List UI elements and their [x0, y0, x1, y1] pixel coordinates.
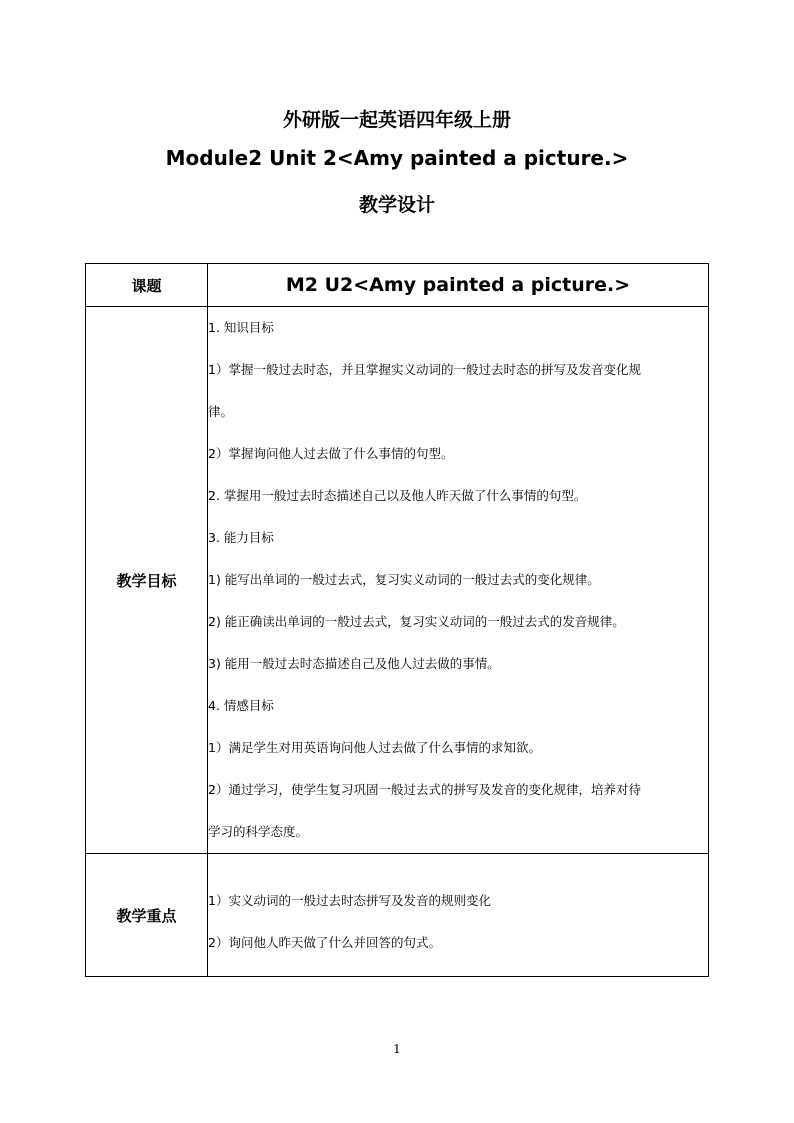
goal-line: 2）掌握询问他人过去做了什么事情的句型。 — [208, 446, 454, 461]
key-point-line: 2）询问他人昨天做了什么并回答的句式。 — [208, 934, 441, 950]
lesson-title-value: M2 U2<Amy painted a picture.> — [208, 264, 709, 307]
row-label-title: 课题 — [86, 264, 208, 307]
goal-line: 1. 知识目标 — [208, 320, 274, 335]
row-label-goals: 教学目标 — [86, 307, 208, 854]
goal-line: 律。 — [208, 404, 234, 419]
key-points-content — [208, 854, 709, 977]
goal-line: 2. 掌握用一般过去时态描述自己以及他人昨天做了什么事情的句型。 — [208, 488, 587, 503]
lesson-plan-table — [85, 263, 709, 977]
table-row-key-points — [86, 854, 709, 977]
document-type-heading: 教学设计 — [358, 194, 435, 216]
goal-line: 3) 能用一般过去时态描述自己及他人过去做的事情。 — [208, 656, 500, 671]
row-label-key-points: 教学重点 — [86, 854, 208, 977]
goals-content — [208, 307, 709, 854]
goal-line: 学习的科学态度。 — [208, 824, 309, 839]
goal-line: 3. 能力目标 — [208, 530, 274, 545]
table-row-goals — [86, 307, 709, 854]
page-number: 1 — [393, 1042, 401, 1056]
goal-line: 1）掌握一般过去时态，并且掌握实义动词的一般过去时态的拼写及发音变化规 — [208, 362, 641, 377]
goal-line: 2) 能正确读出单词的一般过去式，复习实义动词的一般过去式的发音规律。 — [208, 614, 625, 629]
document-title: 外研版一起英语四年级上册 — [282, 109, 511, 131]
key-point-line: 1）实义动词的一般过去时态拼写及发音的规则变化 — [208, 892, 491, 908]
document-subtitle: Module2 Unit 2<Amy painted a picture.> — [165, 146, 629, 170]
goal-line: 1）满足学生对用英语询问他人过去做了什么事情的求知欲。 — [208, 740, 541, 755]
goal-line: 1) 能写出单词的一般过去式，复习实义动词的一般过去式的变化规律。 — [208, 572, 600, 587]
goal-line: 4. 情感目标 — [208, 698, 274, 713]
table-row-title — [86, 264, 709, 307]
goal-line: 2）通过学习，使学生复习巩固一般过去式的拼写及发音的变化规律，培养对待 — [208, 782, 641, 797]
